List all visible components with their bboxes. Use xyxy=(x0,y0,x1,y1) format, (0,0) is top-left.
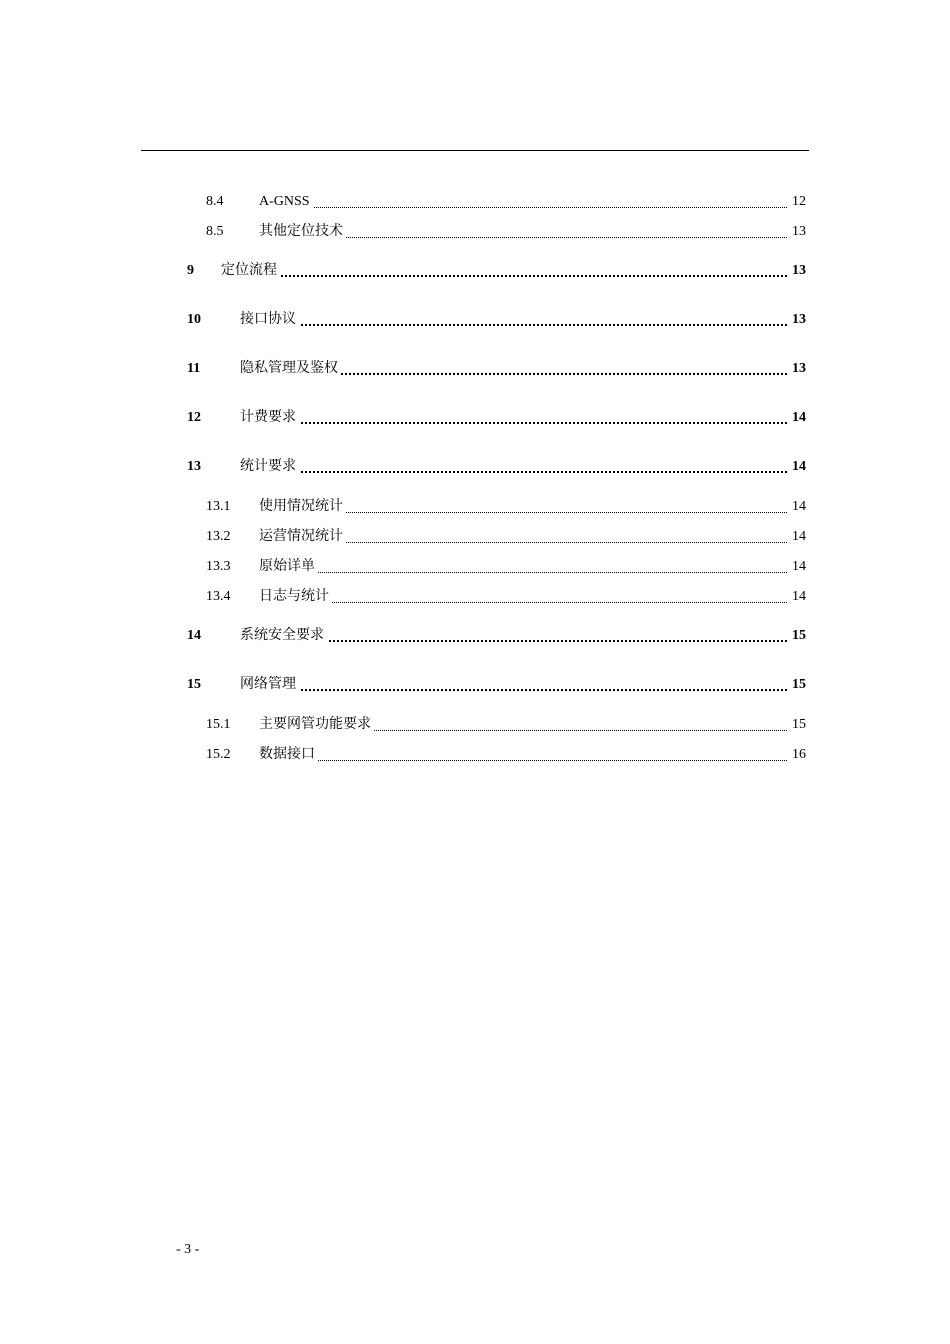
toc-entry-page: 15 xyxy=(789,627,806,645)
toc-entry[interactable] xyxy=(0,625,950,647)
toc-entry-title: 日志与统计 xyxy=(259,588,332,606)
toc-entry-number: 8.5 xyxy=(206,224,224,239)
toc-entry-title: 定位流程 xyxy=(221,262,280,280)
toc-entry-title: 网络管理 xyxy=(240,676,299,694)
toc-entry[interactable] xyxy=(0,744,950,766)
toc-entry-page: 13 xyxy=(789,360,806,378)
toc-entry-title: A-GNSS xyxy=(259,193,313,211)
toc-entry[interactable] xyxy=(0,714,950,736)
toc-entry-title: 运营情况统计 xyxy=(259,528,346,546)
toc-entry-number: 15.2 xyxy=(206,747,231,762)
toc-entry-title: 原始详单 xyxy=(259,558,318,576)
toc-entry-number: 13 xyxy=(187,459,201,474)
dot-leader xyxy=(259,572,787,573)
dot-leader xyxy=(259,207,787,208)
toc-entry-page: 15 xyxy=(789,716,806,734)
toc-entry[interactable] xyxy=(0,407,950,429)
toc-entry-number: 13.3 xyxy=(206,559,231,574)
toc-entry-page: 13 xyxy=(789,262,806,280)
toc-entry-number: 9 xyxy=(187,263,194,278)
toc-entry-title: 接口协议 xyxy=(240,311,299,329)
toc-entry-page: 14 xyxy=(789,588,806,606)
toc-entry-title: 统计要求 xyxy=(240,458,299,476)
toc-entry-number: 13.1 xyxy=(206,499,231,514)
dot-leader xyxy=(259,760,787,761)
dot-leader xyxy=(240,324,787,326)
toc-entry-number: 8.4 xyxy=(206,194,224,209)
toc-entry-title: 其他定位技术 xyxy=(259,223,346,241)
toc-entry-page: 14 xyxy=(789,458,806,476)
toc-entry[interactable] xyxy=(0,221,950,243)
dot-leader xyxy=(240,471,787,473)
toc-entry-number: 13.2 xyxy=(206,529,231,544)
dot-leader xyxy=(240,689,787,691)
toc-entry-title: 数据接口 xyxy=(259,746,318,764)
page-number: - 3 - xyxy=(176,1242,200,1257)
toc-entry-number: 13.4 xyxy=(206,589,231,604)
toc-entry[interactable] xyxy=(0,526,950,548)
toc-entry[interactable] xyxy=(0,674,950,696)
toc-entry-page: 13 xyxy=(789,223,806,241)
toc-entry-title: 系统安全要求 xyxy=(240,627,327,645)
toc-entry-page: 15 xyxy=(789,676,806,694)
toc-entry-number: 10 xyxy=(187,312,201,327)
toc-entry-number: 14 xyxy=(187,628,201,643)
toc-entry[interactable] xyxy=(0,309,950,331)
dot-leader xyxy=(221,275,787,277)
toc-entry-page: 13 xyxy=(789,311,806,329)
toc-entry-title: 使用情况统计 xyxy=(259,498,346,516)
toc-entry[interactable] xyxy=(0,260,950,282)
toc-entry-page: 12 xyxy=(789,193,806,211)
toc-entry[interactable] xyxy=(0,496,950,518)
toc-entry-number: 12 xyxy=(187,410,201,425)
toc-entry-page: 14 xyxy=(789,558,806,576)
toc-entry[interactable] xyxy=(0,456,950,478)
toc-entry-number: 11 xyxy=(187,361,201,376)
toc-entry[interactable] xyxy=(0,556,950,578)
dot-leader xyxy=(259,602,787,603)
toc-entry-page: 16 xyxy=(789,746,806,764)
toc-entry-page: 14 xyxy=(789,409,806,427)
toc-entry[interactable] xyxy=(0,586,950,608)
dot-leader xyxy=(240,422,787,424)
toc-entry-number: 15 xyxy=(187,677,201,692)
toc-entry-title: 主要网管功能要求 xyxy=(259,716,374,734)
toc-entry-title: 计费要求 xyxy=(240,409,299,427)
toc-entry-page: 14 xyxy=(789,498,806,516)
toc-entry[interactable] xyxy=(0,191,950,213)
toc-entry-page: 14 xyxy=(789,528,806,546)
toc-entry-title: 隐私管理及鉴权 xyxy=(240,360,341,378)
toc-entry[interactable] xyxy=(0,358,950,380)
toc-entry-number: 15.1 xyxy=(206,717,231,732)
